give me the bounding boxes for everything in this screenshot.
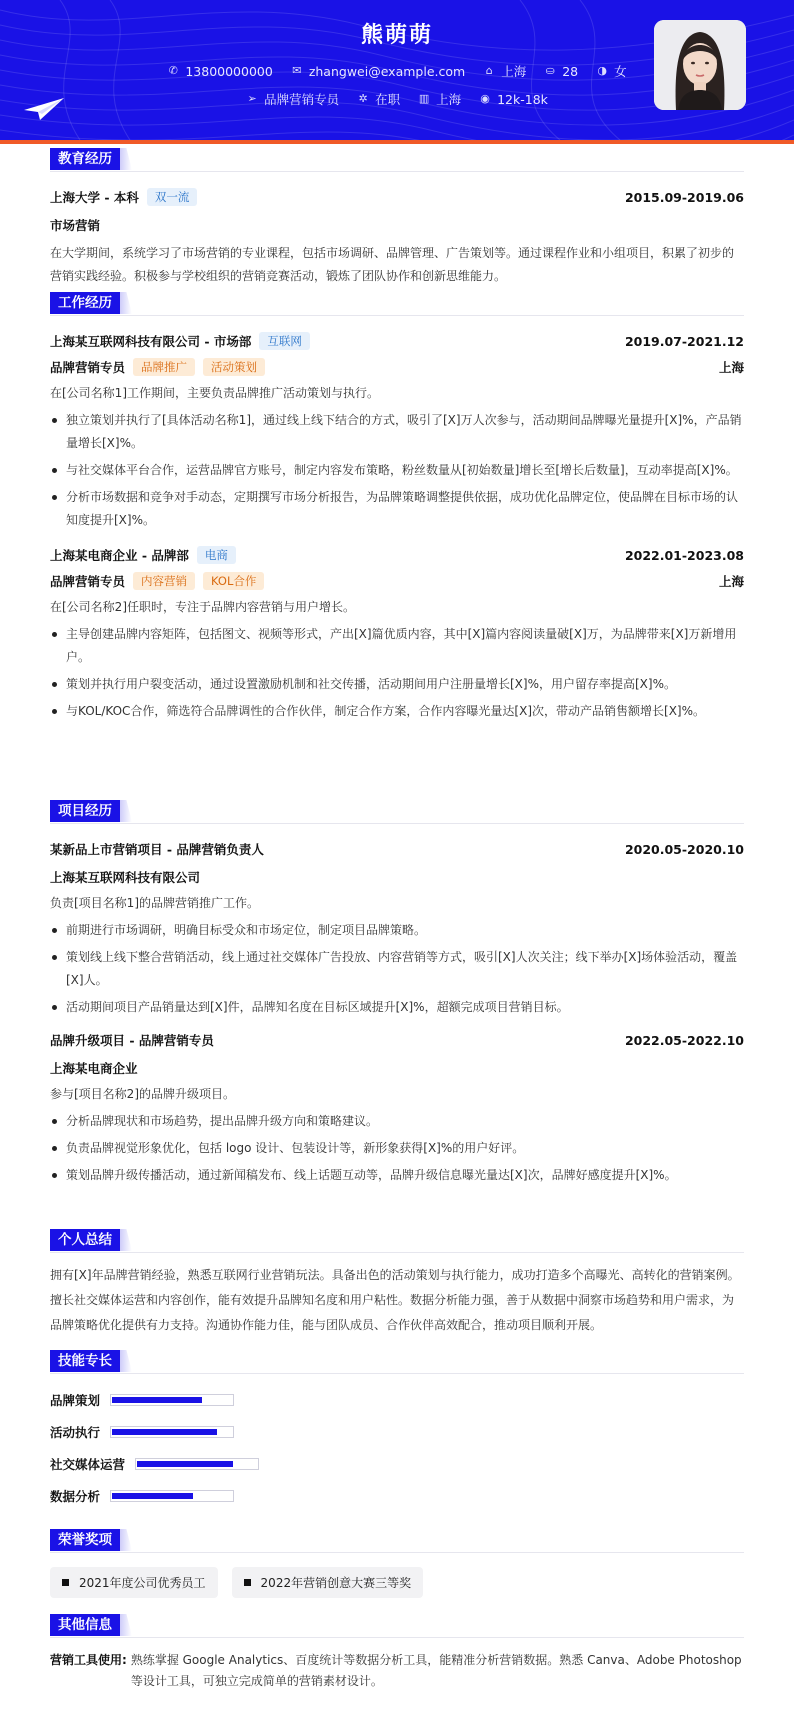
skill-bar <box>110 1394 234 1406</box>
education-section <box>50 148 744 288</box>
education-title: 教育经历 <box>50 148 120 170</box>
project-bullets <box>50 919 744 1019</box>
award-chip <box>232 1567 424 1598</box>
gear-icon: ✲ <box>358 92 368 105</box>
status-text: 在职 <box>375 92 401 107</box>
header-accent-bar <box>0 140 794 144</box>
list-item: 分析品牌现状和市场趋势，提出品牌升级方向和策略建议。 <box>50 1110 744 1133</box>
work-location: 上海 <box>718 360 744 375</box>
work-company <box>50 546 236 564</box>
skill-name: 活动执行 <box>50 1425 101 1440</box>
project-org: 上海某互联网科技有限公司 <box>50 870 201 885</box>
position-item <box>246 90 339 108</box>
project-intro: 参与[项目名称2]的品牌升级项目。 <box>50 1087 235 1101</box>
cake-icon: ⛀ <box>545 64 555 77</box>
awards-title: 荣誉奖项 <box>50 1529 120 1551</box>
skill-tag: KOL合作 <box>203 572 264 590</box>
gender-icon: ◑ <box>597 64 607 77</box>
list-item: 策划并执行用户裂变活动，通过设置激励机制和社交传播，活动期间用户注册量增长[X]%，用户留存率提高[X]%。 <box>50 673 744 696</box>
avatar <box>654 20 746 110</box>
role-name: 品牌营销专员 <box>50 574 126 589</box>
skill-tag: 品牌推广 <box>133 358 195 376</box>
skill-row <box>50 1386 744 1414</box>
summary-section <box>50 1229 744 1338</box>
salary-item <box>479 90 548 108</box>
phone-item <box>167 62 272 80</box>
work-role-row <box>50 572 744 590</box>
list-item: 负责品牌视觉形象优化，包括 logo 设计、包装设计等，新形象获得[X]%的用户好评。 <box>50 1137 744 1160</box>
home-icon: ⌂ <box>485 64 493 77</box>
awards-list <box>50 1567 744 1598</box>
bullet-square-icon <box>62 1579 69 1586</box>
skill-bar <box>110 1490 234 1502</box>
list-item: 策划线上线下整合营销活动，线上通过社交媒体广告投放、内容营销等方式，吸引[X]人次关注；线下举办[X]场体验活动，覆盖[X]人。 <box>50 946 744 992</box>
industry-tag: 互联网 <box>259 332 310 350</box>
age-item <box>544 62 578 80</box>
projects-section <box>50 800 744 1191</box>
money-icon: ◉ <box>480 92 490 105</box>
projects-title: 项目经历 <box>50 800 120 822</box>
work-role <box>50 572 264 590</box>
work-company-row <box>50 546 744 564</box>
work-intro: 在[公司名称2]任职时，专注于品牌内容营销与用户增长。 <box>50 600 356 614</box>
skill-name: 社交媒体运营 <box>50 1457 126 1472</box>
work-section <box>50 292 744 727</box>
list-item: 主导创建品牌内容矩阵，包括图文、视频等形式，产出[X]篇优质内容，其中[X]篇内容阅读量破[X]万，为品牌带来[X]万新增用户。 <box>50 623 744 669</box>
education-major: 市场营销 <box>50 218 101 233</box>
skill-name: 品牌策划 <box>50 1393 101 1408</box>
salary-text: 12k-18k <box>497 91 548 107</box>
work-intro: 在[公司名称1]工作期间，主要负责品牌推广活动策划与执行。 <box>50 386 380 400</box>
project-item <box>50 1031 744 1187</box>
gender-item <box>596 62 627 80</box>
city-item <box>418 90 461 108</box>
school-name: 上海大学 - 本科 <box>50 190 139 205</box>
work-bullets <box>50 623 744 723</box>
paper-plane-icon <box>22 96 66 122</box>
company-name: 上海某互联网科技有限公司 - 市场部 <box>50 334 252 349</box>
work-bullets <box>50 409 744 532</box>
other-row <box>50 1650 744 1692</box>
award-chip <box>50 1567 218 1598</box>
list-item: 活动期间项目产品销量达到[X]件，品牌知名度在目标区域提升[X]%，超额完成项目营销目标。 <box>50 996 744 1019</box>
hometown-text: 上海 <box>501 64 527 79</box>
work-role-row <box>50 358 744 376</box>
education-date: 2015.09-2019.06 <box>624 189 744 205</box>
skill-bar <box>110 1426 234 1438</box>
list-item: 分析市场数据和竞争对手动态，定期撰写市场分析报告，为品牌策略调整提供依据，成功优化品牌定位，使品牌在目标市场的认知度提升[X]%。 <box>50 486 744 532</box>
project-name: 品牌升级项目 - 品牌营销专员 <box>50 1033 214 1048</box>
other-label: 营销工具使用: <box>50 1653 127 1667</box>
phone-icon: ✆ <box>168 64 178 77</box>
skills-title: 技能专长 <box>50 1350 120 1372</box>
building-icon: ▥ <box>418 92 430 105</box>
work-item <box>50 546 744 723</box>
skill-tag: 内容营销 <box>133 572 195 590</box>
skill-name: 数据分析 <box>50 1489 101 1504</box>
skill-fill <box>112 1493 193 1499</box>
project-row <box>50 1031 744 1049</box>
hometown-item <box>483 62 526 80</box>
industry-tag: 电商 <box>197 546 236 564</box>
list-item: 策划品牌升级传播活动，通过新闻稿发布、线上话题互动等，品牌升级信息曝光量达[X]次，品牌好感度提升[X]%。 <box>50 1164 744 1187</box>
skill-fill <box>137 1461 233 1467</box>
other-header <box>50 1614 744 1638</box>
projects-header <box>50 800 744 824</box>
awards-section <box>50 1529 744 1598</box>
project-intro: 负责[项目名称1]的品牌营销推广工作。 <box>50 896 259 910</box>
avatar-photo <box>654 20 746 110</box>
project-date: 2022.05-2022.10 <box>624 1032 744 1048</box>
skill-row <box>50 1482 744 1510</box>
work-date: 2019.07-2021.12 <box>624 333 744 349</box>
age-text: 28 <box>562 63 579 79</box>
skills-header <box>50 1350 744 1374</box>
summary-header <box>50 1229 744 1253</box>
work-title: 工作经历 <box>50 292 120 314</box>
project-row <box>50 840 744 858</box>
award-text: 2022年营销创意大赛三等奖 <box>260 1576 412 1590</box>
project-bullets <box>50 1110 744 1187</box>
list-item: 前期进行市场调研，明确目标受众和市场定位，制定项目品牌策略。 <box>50 919 744 942</box>
list-item: 独立策划并执行了[具体活动名称1]，通过线上线下结合的方式，吸引了[X]万人次参与，活动期间品牌曝光量提升[X]%，产品销量增长[X]%。 <box>50 409 744 455</box>
education-row <box>50 188 744 206</box>
skill-row <box>50 1418 744 1446</box>
candidate-name: 熊萌萌 <box>360 23 433 48</box>
education-school <box>50 188 197 206</box>
education-header <box>50 148 744 172</box>
role-name: 品牌营销专员 <box>50 360 126 375</box>
mail-icon: ✉ <box>292 64 302 77</box>
skill-fill <box>112 1397 202 1403</box>
resume-header <box>0 0 794 140</box>
work-company <box>50 332 310 350</box>
awards-header <box>50 1529 744 1553</box>
skill-tag: 活动策划 <box>203 358 265 376</box>
work-header <box>50 292 744 316</box>
work-date: 2022.01-2023.08 <box>624 547 744 563</box>
award-text: 2021年度公司优秀员工 <box>79 1576 206 1590</box>
work-company-row <box>50 332 744 350</box>
summary-title: 个人总结 <box>50 1229 120 1251</box>
skill-fill <box>112 1429 217 1435</box>
city-text: 上海 <box>436 92 462 107</box>
skills-section <box>50 1350 744 1514</box>
work-location: 上海 <box>718 574 744 589</box>
skill-row <box>50 1450 744 1478</box>
skill-bar <box>135 1458 259 1470</box>
education-desc: 在大学期间，系统学习了市场营销的专业课程，包括市场调研、品牌管理、广告策划等。通过课程作业和小组项目，积累了初步的营销实践经验。积极参与学校组织的营销竞赛活动，锻炼了团队协作和创新思维能力。 <box>50 246 735 283</box>
work-role <box>50 358 265 376</box>
company-name: 上海某电商企业 - 品牌部 <box>50 548 189 563</box>
list-item: 与社交媒体平台合作，运营品牌官方账号，制定内容发布策略，粉丝数量从[初始数量]增长至[增长后数量]，互动率提高[X]%。 <box>50 459 744 482</box>
project-date: 2020.05-2020.10 <box>624 841 744 857</box>
status-item <box>357 90 400 108</box>
project-item <box>50 840 744 1019</box>
other-title: 其他信息 <box>50 1614 120 1636</box>
email-item <box>291 62 465 80</box>
list-item: 与KOL/KOC合作，筛选符合品牌调性的合作伙伴，制定合作方案，合作内容曝光量达[X]次，带动产品销售额增长[X]%。 <box>50 700 744 723</box>
email-text: zhangwei@example.com <box>308 63 466 79</box>
gender-text: 女 <box>614 64 627 79</box>
send-icon: ➢ <box>247 92 257 105</box>
work-item <box>50 332 744 532</box>
school-tag: 双一流 <box>147 188 198 206</box>
project-name: 某新品上市营销项目 - 品牌营销负责人 <box>50 842 264 857</box>
summary-text: 拥有[X]年品牌营销经验，熟悉互联网行业营销玩法。具备出色的活动策划与执行能力，成功打造多个高曝光、高转化的营销案例。擅长社交媒体运营和内容创作，能有效提升品牌知名度和用户粘性。数据分析能力强，善于从数据中洞察市场趋势和用户需求，为品牌策略优化提供有力支持。沟通协作能力佳，能与团队成员、合作伙伴高效配合，推动项目顺利开展。 <box>50 1268 740 1332</box>
other-section <box>50 1614 744 1692</box>
other-text: 熟练掌握 Google Analytics、百度统计等数据分析工具，能精准分析营销数据。熟悉 Canva、Adobe Photoshop 等设计工具，可独立完成简单的营销素材设计。 <box>130 1653 742 1688</box>
phone-text: 13800000000 <box>185 63 273 79</box>
bullet-square-icon <box>244 1579 251 1586</box>
project-org: 上海某电商企业 <box>50 1061 138 1076</box>
skills-list <box>50 1386 744 1510</box>
position-text: 品牌营销专员 <box>264 92 340 107</box>
